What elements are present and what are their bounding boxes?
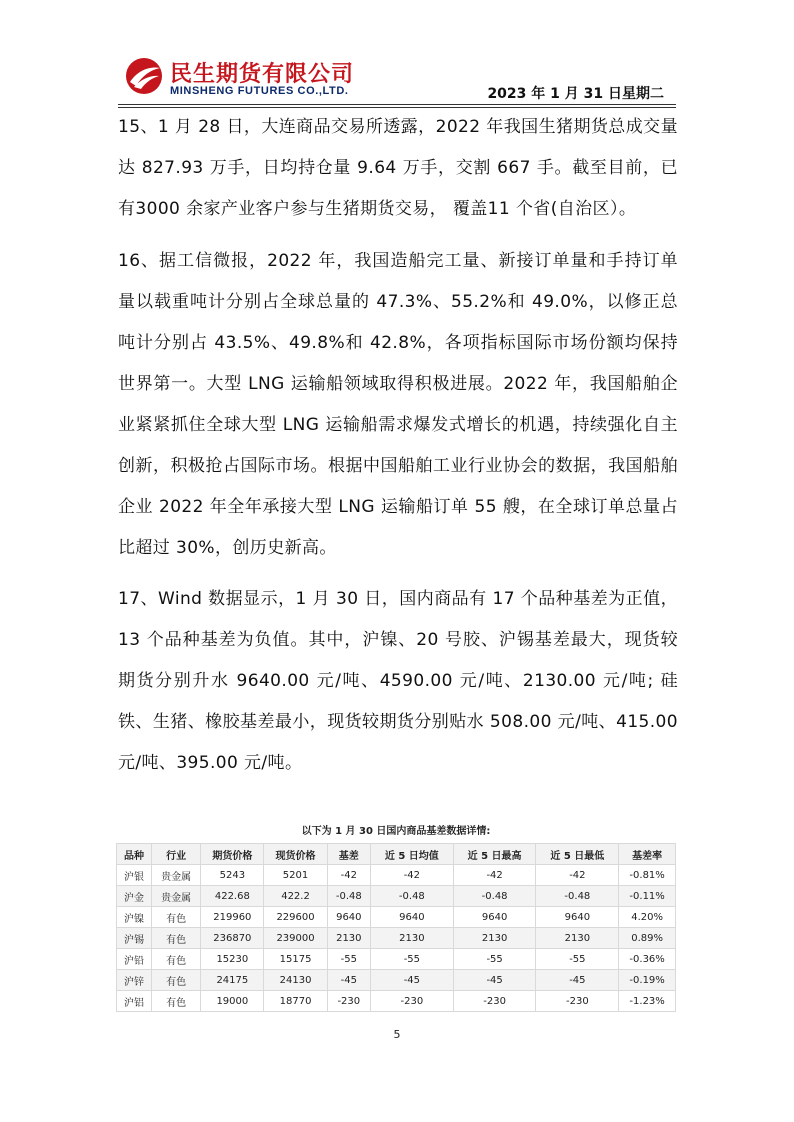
basis-data-table <box>116 843 676 1012</box>
table-cell: -45 <box>327 970 370 991</box>
table-row <box>117 970 676 991</box>
minsheng-swoosh-logo-icon <box>124 56 164 96</box>
table-cell: 贵金属 <box>152 865 201 886</box>
table-cell: 9640 <box>327 907 370 928</box>
table-cell: -55 <box>453 949 536 970</box>
table-cell: 9640 <box>453 907 536 928</box>
table-cell: -42 <box>327 865 370 886</box>
table-cell: 有色 <box>152 970 201 991</box>
table-cell: -230 <box>453 991 536 1012</box>
table-cell: 24175 <box>201 970 264 991</box>
table-cell: -55 <box>370 949 453 970</box>
table-cell: 沪铅 <box>117 949 152 970</box>
table-cell: 18770 <box>264 991 327 1012</box>
table-row <box>117 907 676 928</box>
table-cell: 422.2 <box>264 886 327 907</box>
table-cell: -230 <box>370 991 453 1012</box>
table-cell: 沪铝 <box>117 991 152 1012</box>
table-cell: 15175 <box>264 949 327 970</box>
table-cell: -45 <box>453 970 536 991</box>
header-rule-thin <box>118 104 676 105</box>
column-header: 基差率 <box>619 844 676 865</box>
table-cell: -230 <box>327 991 370 1012</box>
table-cell: 有色 <box>152 907 201 928</box>
table-row <box>117 886 676 907</box>
table-cell: 2130 <box>327 928 370 949</box>
column-header: 品种 <box>117 844 152 865</box>
table-cell: 2130 <box>370 928 453 949</box>
table-cell: 5201 <box>264 865 327 886</box>
table-cell: 贵金属 <box>152 886 201 907</box>
company-name-cn: 民生期货有限公司 <box>170 62 355 87</box>
table-cell: -0.81% <box>619 865 676 886</box>
table-cell: -55 <box>536 949 619 970</box>
table-row <box>117 949 676 970</box>
table-cell: 229600 <box>264 907 327 928</box>
table-cell: -0.19% <box>619 970 676 991</box>
report-date: 2023 年 1 月 31 日星期二 <box>487 86 664 102</box>
table-row <box>117 991 676 1012</box>
table-cell: 24130 <box>264 970 327 991</box>
table-cell: -45 <box>370 970 453 991</box>
company-name-en: MINSHENG FUTURES CO.,LTD. <box>170 85 349 97</box>
table-cell: 沪锌 <box>117 970 152 991</box>
page-number: 5 <box>393 1028 401 1041</box>
table-cell: -0.48 <box>370 886 453 907</box>
table-cell: 有色 <box>152 949 201 970</box>
table-cell: 有色 <box>152 928 201 949</box>
table-row <box>117 928 676 949</box>
column-header: 近 5 日最低 <box>536 844 619 865</box>
table-cell: -55 <box>327 949 370 970</box>
column-header: 基差 <box>327 844 370 865</box>
table-row <box>117 865 676 886</box>
table-cell: -0.48 <box>453 886 536 907</box>
table-cell: 2130 <box>536 928 619 949</box>
table-cell: 219960 <box>201 907 264 928</box>
column-header: 行业 <box>152 844 201 865</box>
column-header: 期货价格 <box>201 844 264 865</box>
table-cell: 2130 <box>453 928 536 949</box>
table-cell: -42 <box>536 865 619 886</box>
column-header: 近 5 日均值 <box>370 844 453 865</box>
table-cell: 沪金 <box>117 886 152 907</box>
table-cell: -230 <box>536 991 619 1012</box>
news-paragraph-17: 17、Wind 数据显示，1 月 30 日，国内商品有 17 个品种基差为正值，13 个品种基差为负值。其中，沪镍、20 号胶、沪锡基差最大，现货较期货分别升水 9640.00 元/吨、4590.00 元/吨、2130.00 元/吨; 硅铁、生猪、橡胶基差最小，现货较期货分别贴水 508.00 元/吨、415.00 元/吨、395.00 元/吨。 <box>118 589 678 773</box>
table-cell: -45 <box>536 970 619 991</box>
table-cell: 沪锡 <box>117 928 152 949</box>
table-cell: -42 <box>453 865 536 886</box>
page-header <box>0 0 794 112</box>
table-cell: 4.20% <box>619 907 676 928</box>
table-cell: 9640 <box>536 907 619 928</box>
column-header: 现货价格 <box>264 844 327 865</box>
news-paragraph-16: 16、据工信微报，2022 年，我国造船完工量、新接订单量和手持订单量以载重吨计分别占全球总量的 47.3%、55.2%和 49.0%，以修正总吨计分别占 43.5%、49.8%和 42.8%，各项指标国际市场份额均保持世界第一。大型 LNG 运输船领域取得积极进展。2022 年，我国船舶企业紧紧抓住全球大型 LNG 运输船需求爆发式增长的机遇，持续强化自主创新，积极抢占国际市场。根据中国船舶工业行业协会的数据，我国船舶企业 2022 年全年承接大型 LNG 运输船订单 55 艘，在全球订单总量占比超过 30%，创历史新高。 <box>118 251 678 558</box>
table-cell: 15230 <box>201 949 264 970</box>
table-cell: 422.68 <box>201 886 264 907</box>
news-paragraph-15: 15、1 月 28 日，大连商品交易所透露，2022 年我国生猪期货总成交量达 827.93 万手，日均持仓量 9.64 万手，交割 667 手。截至目前，已有3000 余家产业客户参与生猪期货交易， 覆盖11 个省(自治区）。 <box>118 117 678 219</box>
table-cell: 沪镍 <box>117 907 152 928</box>
table-cell: 239000 <box>264 928 327 949</box>
table-cell: -1.23% <box>619 991 676 1012</box>
table-cell: -0.11% <box>619 886 676 907</box>
table-cell: -0.48 <box>536 886 619 907</box>
table-cell: 9640 <box>370 907 453 928</box>
column-header: 近 5 日最高 <box>453 844 536 865</box>
table-cell: 5243 <box>201 865 264 886</box>
table-cell: 沪银 <box>117 865 152 886</box>
table-cell: -0.36% <box>619 949 676 970</box>
table-cell: 有色 <box>152 991 201 1012</box>
basis-table-title: 以下为 1 月 30 日国内商品基差数据详情: <box>301 826 491 837</box>
table-cell: -42 <box>370 865 453 886</box>
table-cell: -0.48 <box>327 886 370 907</box>
table-cell: 0.89% <box>619 928 676 949</box>
table-cell: 236870 <box>201 928 264 949</box>
table-header-row <box>117 844 676 865</box>
table-cell: 19000 <box>201 991 264 1012</box>
